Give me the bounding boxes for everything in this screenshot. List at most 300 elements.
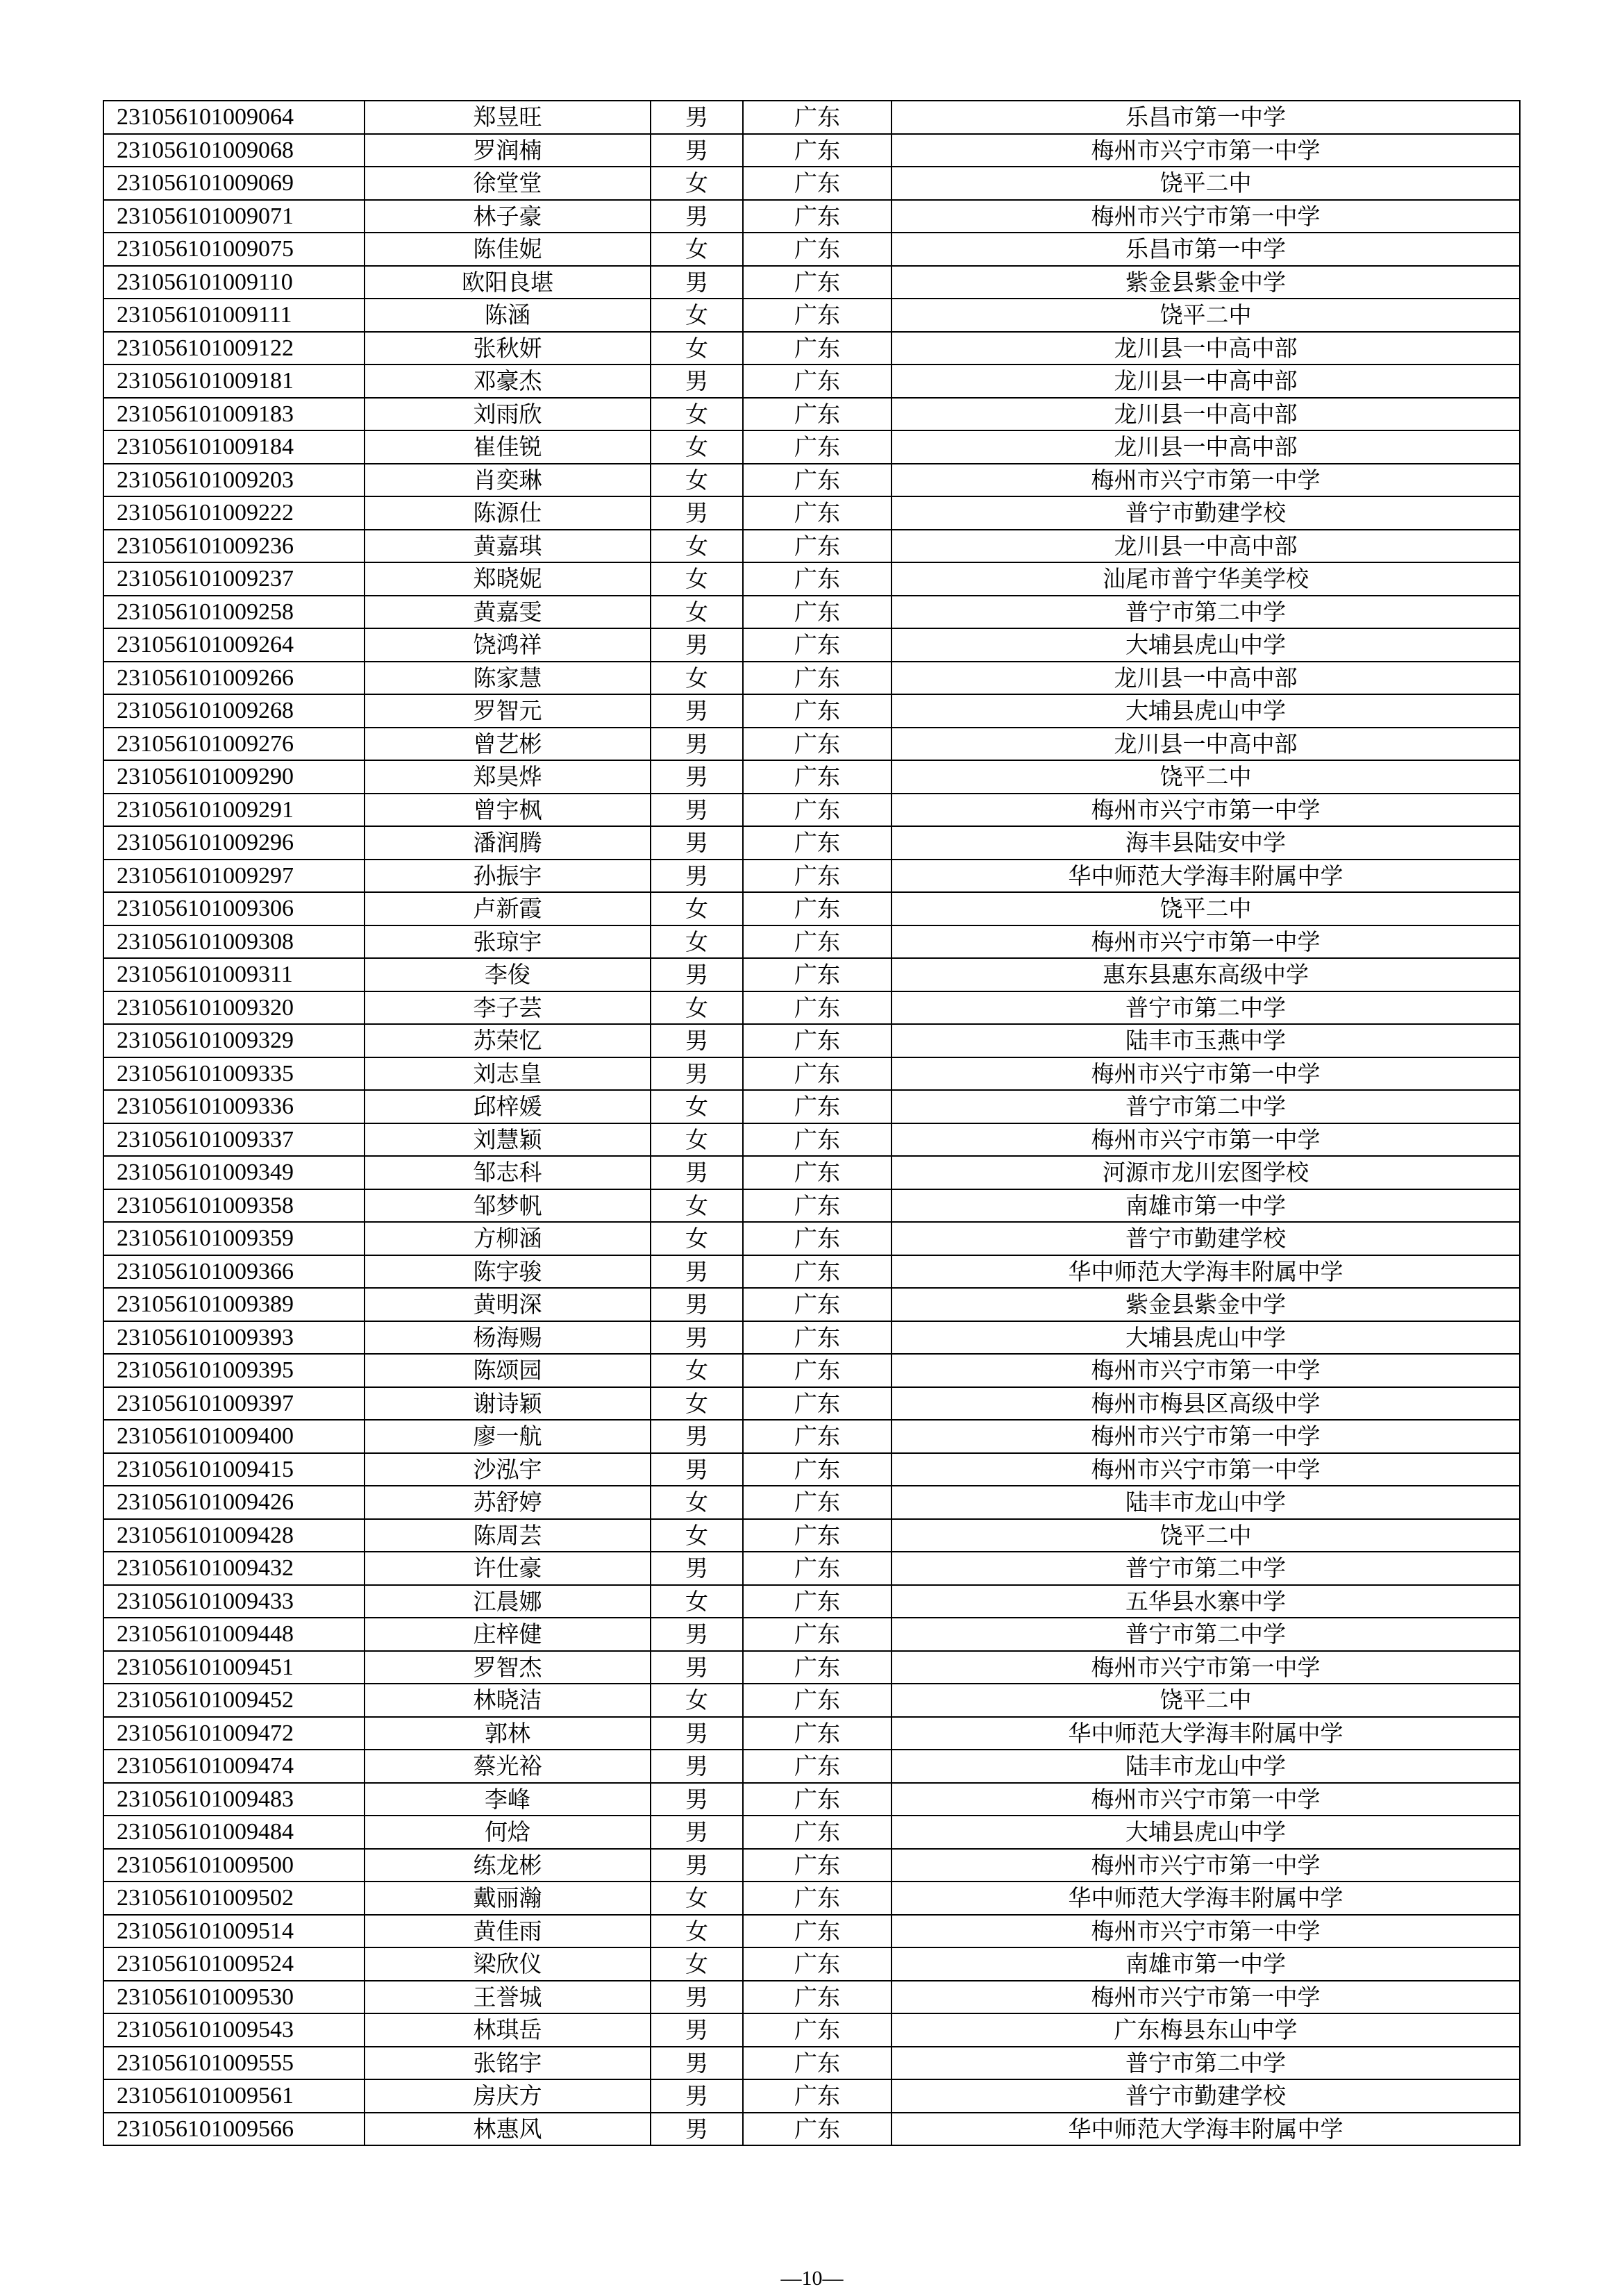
candidate-id-cell: 231056101009502 xyxy=(103,1882,365,1915)
candidate-id-cell: 231056101009071 xyxy=(103,200,365,233)
school-cell: 普宁市第二中学 xyxy=(891,2047,1520,2080)
province-cell: 广东 xyxy=(743,794,891,827)
province-cell: 广东 xyxy=(743,1288,891,1321)
province-cell: 广东 xyxy=(743,496,891,530)
name-cell: 邹志科 xyxy=(365,1156,651,1189)
province-cell: 广东 xyxy=(743,1915,891,1948)
gender-cell: 女 xyxy=(651,299,743,332)
province-cell: 广东 xyxy=(743,1750,891,1783)
school-cell: 饶平二中 xyxy=(891,167,1520,200)
name-cell: 陈源仕 xyxy=(365,496,651,530)
school-cell: 紫金县紫金中学 xyxy=(891,266,1520,299)
province-cell: 广东 xyxy=(743,200,891,233)
gender-cell: 男 xyxy=(651,2113,743,2146)
school-cell: 陆丰市龙山中学 xyxy=(891,1486,1520,1519)
candidate-id-cell: 231056101009296 xyxy=(103,826,365,860)
name-cell: 陈颂园 xyxy=(365,1354,651,1387)
table-row xyxy=(103,562,1520,596)
table-row xyxy=(103,1981,1520,2014)
candidate-id-cell: 231056101009500 xyxy=(103,1849,365,1882)
table-row xyxy=(103,134,1520,167)
province-cell: 广东 xyxy=(743,1090,891,1123)
candidate-id-cell: 231056101009311 xyxy=(103,958,365,991)
province-cell: 广东 xyxy=(743,1684,891,1717)
name-cell: 邹梦帆 xyxy=(365,1189,651,1223)
province-cell: 广东 xyxy=(743,1882,891,1915)
candidate-id-cell: 231056101009337 xyxy=(103,1123,365,1157)
candidate-id-cell: 231056101009122 xyxy=(103,332,365,365)
gender-cell: 男 xyxy=(651,2047,743,2080)
school-cell: 五华县水寨中学 xyxy=(891,1585,1520,1618)
name-cell: 罗智元 xyxy=(365,694,651,728)
gender-cell: 男 xyxy=(651,364,743,398)
school-cell: 梅州市兴宁市第一中学 xyxy=(891,1849,1520,1882)
name-cell: 饶鸿祥 xyxy=(365,628,651,662)
province-cell: 广东 xyxy=(743,1453,891,1486)
candidate-id-cell: 231056101009428 xyxy=(103,1519,365,1552)
province-cell: 广东 xyxy=(743,826,891,860)
gender-cell: 男 xyxy=(651,2013,743,2047)
gender-cell: 男 xyxy=(651,1618,743,1651)
school-cell: 大埔县虎山中学 xyxy=(891,1816,1520,1849)
candidate-id-cell: 231056101009530 xyxy=(103,1981,365,2014)
candidate-id-cell: 231056101009359 xyxy=(103,1222,365,1255)
gender-cell: 女 xyxy=(651,925,743,959)
school-cell: 梅州市兴宁市第一中学 xyxy=(891,1123,1520,1157)
province-cell: 广东 xyxy=(743,1849,891,1882)
table-row xyxy=(103,430,1520,464)
name-cell: 罗润楠 xyxy=(365,134,651,167)
gender-cell: 女 xyxy=(651,1090,743,1123)
table-row xyxy=(103,530,1520,563)
table-row xyxy=(103,1090,1520,1123)
table-row xyxy=(103,1552,1520,1585)
province-cell: 广东 xyxy=(743,1717,891,1750)
table-row xyxy=(103,1420,1520,1453)
gender-cell: 男 xyxy=(651,1024,743,1057)
name-cell: 徐堂堂 xyxy=(365,167,651,200)
province-cell: 广东 xyxy=(743,430,891,464)
candidate-id-cell: 231056101009291 xyxy=(103,794,365,827)
gender-cell: 男 xyxy=(651,694,743,728)
name-cell: 黄嘉琪 xyxy=(365,530,651,563)
candidate-id-cell: 231056101009297 xyxy=(103,860,365,893)
name-cell: 潘润腾 xyxy=(365,826,651,860)
school-cell: 龙川县一中高中部 xyxy=(891,364,1520,398)
name-cell: 刘志皇 xyxy=(365,1057,651,1091)
school-cell: 大埔县虎山中学 xyxy=(891,694,1520,728)
table-row xyxy=(103,1453,1520,1486)
school-cell: 龙川县一中高中部 xyxy=(891,728,1520,761)
gender-cell: 男 xyxy=(651,760,743,794)
table-row xyxy=(103,596,1520,629)
name-cell: 方柳涵 xyxy=(365,1222,651,1255)
school-cell: 普宁市勤建学校 xyxy=(891,1222,1520,1255)
province-cell: 广东 xyxy=(743,728,891,761)
name-cell: 廖一航 xyxy=(365,1420,651,1453)
gender-cell: 女 xyxy=(651,430,743,464)
candidate-id-cell: 231056101009184 xyxy=(103,430,365,464)
candidate-id-cell: 231056101009111 xyxy=(103,299,365,332)
gender-cell: 女 xyxy=(651,1222,743,1255)
table-row xyxy=(103,1354,1520,1387)
table-row xyxy=(103,2079,1520,2113)
candidate-id-cell: 231056101009336 xyxy=(103,1090,365,1123)
gender-cell: 男 xyxy=(651,728,743,761)
candidate-id-cell: 231056101009069 xyxy=(103,167,365,200)
name-cell: 孙振宇 xyxy=(365,860,651,893)
gender-cell: 女 xyxy=(651,1486,743,1519)
table-row xyxy=(103,1750,1520,1783)
school-cell: 梅州市兴宁市第一中学 xyxy=(891,925,1520,959)
table-row xyxy=(103,1783,1520,1816)
candidate-id-cell: 231056101009349 xyxy=(103,1156,365,1189)
gender-cell: 女 xyxy=(651,464,743,497)
province-cell: 广东 xyxy=(743,662,891,695)
gender-cell: 女 xyxy=(651,596,743,629)
school-cell: 梅州市梅县区高级中学 xyxy=(891,1387,1520,1421)
candidate-id-cell: 231056101009543 xyxy=(103,2013,365,2047)
table-row xyxy=(103,496,1520,530)
name-cell: 崔佳锐 xyxy=(365,430,651,464)
school-cell: 乐昌市第一中学 xyxy=(891,101,1520,134)
name-cell: 郑昊烨 xyxy=(365,760,651,794)
gender-cell: 男 xyxy=(651,266,743,299)
candidate-id-cell: 231056101009566 xyxy=(103,2113,365,2146)
gender-cell: 男 xyxy=(651,2079,743,2113)
school-cell: 龙川县一中高中部 xyxy=(891,332,1520,365)
school-cell: 梅州市兴宁市第一中学 xyxy=(891,464,1520,497)
school-cell: 梅州市兴宁市第一中学 xyxy=(891,1981,1520,2014)
province-cell: 广东 xyxy=(743,1618,891,1651)
candidate-id-cell: 231056101009264 xyxy=(103,628,365,662)
table-row xyxy=(103,464,1520,497)
table-row xyxy=(103,1947,1520,1981)
gender-cell: 男 xyxy=(651,1057,743,1091)
table-row xyxy=(103,332,1520,365)
table-row xyxy=(103,728,1520,761)
candidate-id-cell: 231056101009400 xyxy=(103,1420,365,1453)
province-cell: 广东 xyxy=(743,364,891,398)
table-row xyxy=(103,826,1520,860)
name-cell: 练龙彬 xyxy=(365,1849,651,1882)
candidate-id-cell: 231056101009266 xyxy=(103,662,365,695)
name-cell: 李子芸 xyxy=(365,991,651,1025)
candidate-id-cell: 231056101009306 xyxy=(103,892,365,925)
name-cell: 曾宇枫 xyxy=(365,794,651,827)
roster-table-body xyxy=(103,101,1520,2145)
candidate-id-cell: 231056101009290 xyxy=(103,760,365,794)
school-cell: 陆丰市龙山中学 xyxy=(891,1750,1520,1783)
table-row xyxy=(103,1915,1520,1948)
province-cell: 广东 xyxy=(743,1420,891,1453)
province-cell: 广东 xyxy=(743,925,891,959)
name-cell: 蔡光裕 xyxy=(365,1750,651,1783)
school-cell: 梅州市兴宁市第一中学 xyxy=(891,134,1520,167)
candidate-id-cell: 231056101009320 xyxy=(103,991,365,1025)
table-row xyxy=(103,1717,1520,1750)
school-cell: 惠东县惠东高级中学 xyxy=(891,958,1520,991)
gender-cell: 女 xyxy=(651,1882,743,1915)
gender-cell: 男 xyxy=(651,826,743,860)
name-cell: 郭林 xyxy=(365,1717,651,1750)
province-cell: 广东 xyxy=(743,1057,891,1091)
school-cell: 龙川县一中高中部 xyxy=(891,398,1520,431)
province-cell: 广东 xyxy=(743,1486,891,1519)
candidate-id-cell: 231056101009358 xyxy=(103,1189,365,1223)
gender-cell: 男 xyxy=(651,794,743,827)
gender-cell: 男 xyxy=(651,1981,743,2014)
candidate-id-cell: 231056101009389 xyxy=(103,1288,365,1321)
candidate-id-cell: 231056101009484 xyxy=(103,1816,365,1849)
name-cell: 何焓 xyxy=(365,1816,651,1849)
school-cell: 饶平二中 xyxy=(891,1684,1520,1717)
name-cell: 陈涵 xyxy=(365,299,651,332)
school-cell: 河源市龙川宏图学校 xyxy=(891,1156,1520,1189)
school-cell: 龙川县一中高中部 xyxy=(891,662,1520,695)
name-cell: 罗智杰 xyxy=(365,1651,651,1684)
province-cell: 广东 xyxy=(743,332,891,365)
name-cell: 李峰 xyxy=(365,1783,651,1816)
province-cell: 广东 xyxy=(743,530,891,563)
table-row xyxy=(103,892,1520,925)
name-cell: 谢诗颖 xyxy=(365,1387,651,1421)
gender-cell: 男 xyxy=(651,134,743,167)
candidate-id-cell: 231056101009472 xyxy=(103,1717,365,1750)
province-cell: 广东 xyxy=(743,1354,891,1387)
name-cell: 邓豪杰 xyxy=(365,364,651,398)
school-cell: 普宁市第二中学 xyxy=(891,1618,1520,1651)
school-cell: 普宁市第二中学 xyxy=(891,991,1520,1025)
candidate-id-cell: 231056101009258 xyxy=(103,596,365,629)
name-cell: 房庆方 xyxy=(365,2079,651,2113)
province-cell: 广东 xyxy=(743,1981,891,2014)
table-row xyxy=(103,266,1520,299)
name-cell: 郑晓妮 xyxy=(365,562,651,596)
table-row xyxy=(103,760,1520,794)
candidate-id-cell: 231056101009222 xyxy=(103,496,365,530)
admission-roster-table xyxy=(103,100,1521,2146)
school-cell: 饶平二中 xyxy=(891,1519,1520,1552)
name-cell: 邱梓媛 xyxy=(365,1090,651,1123)
candidate-id-cell: 231056101009483 xyxy=(103,1783,365,1816)
school-cell: 华中师范大学海丰附属中学 xyxy=(891,860,1520,893)
candidate-id-cell: 231056101009393 xyxy=(103,1321,365,1355)
gender-cell: 男 xyxy=(651,1420,743,1453)
candidate-id-cell: 231056101009068 xyxy=(103,134,365,167)
name-cell: 张铭宇 xyxy=(365,2047,651,2080)
gender-cell: 女 xyxy=(651,530,743,563)
province-cell: 广东 xyxy=(743,1255,891,1289)
table-row xyxy=(103,925,1520,959)
school-cell: 乐昌市第一中学 xyxy=(891,233,1520,266)
gender-cell: 男 xyxy=(651,496,743,530)
table-row xyxy=(103,662,1520,695)
province-cell: 广东 xyxy=(743,1222,891,1255)
name-cell: 戴丽瀚 xyxy=(365,1882,651,1915)
table-row xyxy=(103,1849,1520,1882)
gender-cell: 女 xyxy=(651,1519,743,1552)
name-cell: 肖奕琳 xyxy=(365,464,651,497)
school-cell: 广东梅县东山中学 xyxy=(891,2013,1520,2047)
table-row xyxy=(103,958,1520,991)
school-cell: 大埔县虎山中学 xyxy=(891,1321,1520,1355)
name-cell: 刘雨欣 xyxy=(365,398,651,431)
school-cell: 饶平二中 xyxy=(891,299,1520,332)
gender-cell: 男 xyxy=(651,1783,743,1816)
name-cell: 欧阳良堪 xyxy=(365,266,651,299)
table-row xyxy=(103,1255,1520,1289)
table-row xyxy=(103,1222,1520,1255)
candidate-id-cell: 231056101009426 xyxy=(103,1486,365,1519)
table-row xyxy=(103,1057,1520,1091)
table-row xyxy=(103,167,1520,200)
gender-cell: 女 xyxy=(651,332,743,365)
name-cell: 黄佳雨 xyxy=(365,1915,651,1948)
table-row xyxy=(103,299,1520,332)
school-cell: 华中师范大学海丰附属中学 xyxy=(891,1255,1520,1289)
name-cell: 苏舒婷 xyxy=(365,1486,651,1519)
province-cell: 广东 xyxy=(743,562,891,596)
table-row xyxy=(103,1882,1520,1915)
table-row xyxy=(103,860,1520,893)
province-cell: 广东 xyxy=(743,299,891,332)
table-row xyxy=(103,1288,1520,1321)
gender-cell: 男 xyxy=(651,1651,743,1684)
table-row xyxy=(103,1321,1520,1355)
province-cell: 广东 xyxy=(743,1156,891,1189)
table-row xyxy=(103,398,1520,431)
province-cell: 广东 xyxy=(743,1024,891,1057)
table-row xyxy=(103,364,1520,398)
candidate-id-cell: 231056101009432 xyxy=(103,1552,365,1585)
table-row xyxy=(103,1189,1520,1223)
gender-cell: 女 xyxy=(651,562,743,596)
name-cell: 郑昱旺 xyxy=(365,101,651,134)
province-cell: 广东 xyxy=(743,1651,891,1684)
table-row xyxy=(103,694,1520,728)
candidate-id-cell: 231056101009268 xyxy=(103,694,365,728)
school-cell: 华中师范大学海丰附属中学 xyxy=(891,2113,1520,2146)
name-cell: 刘慧颖 xyxy=(365,1123,651,1157)
province-cell: 广东 xyxy=(743,991,891,1025)
gender-cell: 男 xyxy=(651,200,743,233)
candidate-id-cell: 231056101009514 xyxy=(103,1915,365,1948)
gender-cell: 女 xyxy=(651,1354,743,1387)
candidate-id-cell: 231056101009395 xyxy=(103,1354,365,1387)
name-cell: 陈周芸 xyxy=(365,1519,651,1552)
gender-cell: 女 xyxy=(651,398,743,431)
table-row xyxy=(103,1651,1520,1684)
province-cell: 广东 xyxy=(743,2113,891,2146)
table-row xyxy=(103,1486,1520,1519)
candidate-id-cell: 231056101009064 xyxy=(103,101,365,134)
school-cell: 紫金县紫金中学 xyxy=(891,1288,1520,1321)
school-cell: 大埔县虎山中学 xyxy=(891,628,1520,662)
name-cell: 王誉城 xyxy=(365,1981,651,2014)
province-cell: 广东 xyxy=(743,760,891,794)
gender-cell: 女 xyxy=(651,1189,743,1223)
gender-cell: 男 xyxy=(651,1717,743,1750)
candidate-id-cell: 231056101009236 xyxy=(103,530,365,563)
table-row xyxy=(103,2047,1520,2080)
province-cell: 广东 xyxy=(743,1387,891,1421)
gender-cell: 男 xyxy=(651,1849,743,1882)
province-cell: 广东 xyxy=(743,134,891,167)
gender-cell: 男 xyxy=(651,1255,743,1289)
province-cell: 广东 xyxy=(743,1189,891,1223)
gender-cell: 男 xyxy=(651,1321,743,1355)
province-cell: 广东 xyxy=(743,101,891,134)
school-cell: 梅州市兴宁市第一中学 xyxy=(891,1453,1520,1486)
candidate-id-cell: 231056101009555 xyxy=(103,2047,365,2080)
table-row xyxy=(103,1519,1520,1552)
school-cell: 陆丰市玉燕中学 xyxy=(891,1024,1520,1057)
school-cell: 饶平二中 xyxy=(891,760,1520,794)
candidate-id-cell: 231056101009203 xyxy=(103,464,365,497)
table-row xyxy=(103,200,1520,233)
table-row xyxy=(103,2113,1520,2146)
candidate-id-cell: 231056101009181 xyxy=(103,364,365,398)
gender-cell: 男 xyxy=(651,1288,743,1321)
gender-cell: 女 xyxy=(651,233,743,266)
province-cell: 广东 xyxy=(743,1321,891,1355)
school-cell: 梅州市兴宁市第一中学 xyxy=(891,1420,1520,1453)
gender-cell: 女 xyxy=(651,1123,743,1157)
table-row xyxy=(103,2013,1520,2047)
province-cell: 广东 xyxy=(743,1816,891,1849)
table-row xyxy=(103,991,1520,1025)
name-cell: 林惠风 xyxy=(365,2113,651,2146)
gender-cell: 男 xyxy=(651,1816,743,1849)
name-cell: 卢新霞 xyxy=(365,892,651,925)
gender-cell: 女 xyxy=(651,892,743,925)
candidate-id-cell: 231056101009561 xyxy=(103,2079,365,2113)
name-cell: 庄梓健 xyxy=(365,1618,651,1651)
candidate-id-cell: 231056101009448 xyxy=(103,1618,365,1651)
school-cell: 饶平二中 xyxy=(891,892,1520,925)
gender-cell: 女 xyxy=(651,1585,743,1618)
name-cell: 苏荣忆 xyxy=(365,1024,651,1057)
table-row xyxy=(103,1618,1520,1651)
school-cell: 梅州市兴宁市第一中学 xyxy=(891,1354,1520,1387)
candidate-id-cell: 231056101009237 xyxy=(103,562,365,596)
school-cell: 普宁市勤建学校 xyxy=(891,496,1520,530)
candidate-id-cell: 231056101009329 xyxy=(103,1024,365,1057)
table-row xyxy=(103,233,1520,266)
name-cell: 沙泓宇 xyxy=(365,1453,651,1486)
table-row xyxy=(103,1387,1520,1421)
school-cell: 梅州市兴宁市第一中学 xyxy=(891,1783,1520,1816)
name-cell: 张琼宇 xyxy=(365,925,651,959)
name-cell: 黄明深 xyxy=(365,1288,651,1321)
gender-cell: 女 xyxy=(651,1387,743,1421)
gender-cell: 女 xyxy=(651,662,743,695)
gender-cell: 女 xyxy=(651,991,743,1025)
candidate-id-cell: 231056101009276 xyxy=(103,728,365,761)
roster-page xyxy=(103,100,1519,2146)
candidate-id-cell: 231056101009397 xyxy=(103,1387,365,1421)
candidate-id-cell: 231056101009452 xyxy=(103,1684,365,1717)
province-cell: 广东 xyxy=(743,1783,891,1816)
table-row xyxy=(103,101,1520,134)
province-cell: 广东 xyxy=(743,1585,891,1618)
table-row xyxy=(103,628,1520,662)
table-row xyxy=(103,1024,1520,1057)
province-cell: 广东 xyxy=(743,628,891,662)
province-cell: 广东 xyxy=(743,2047,891,2080)
name-cell: 梁欣仪 xyxy=(365,1947,651,1981)
